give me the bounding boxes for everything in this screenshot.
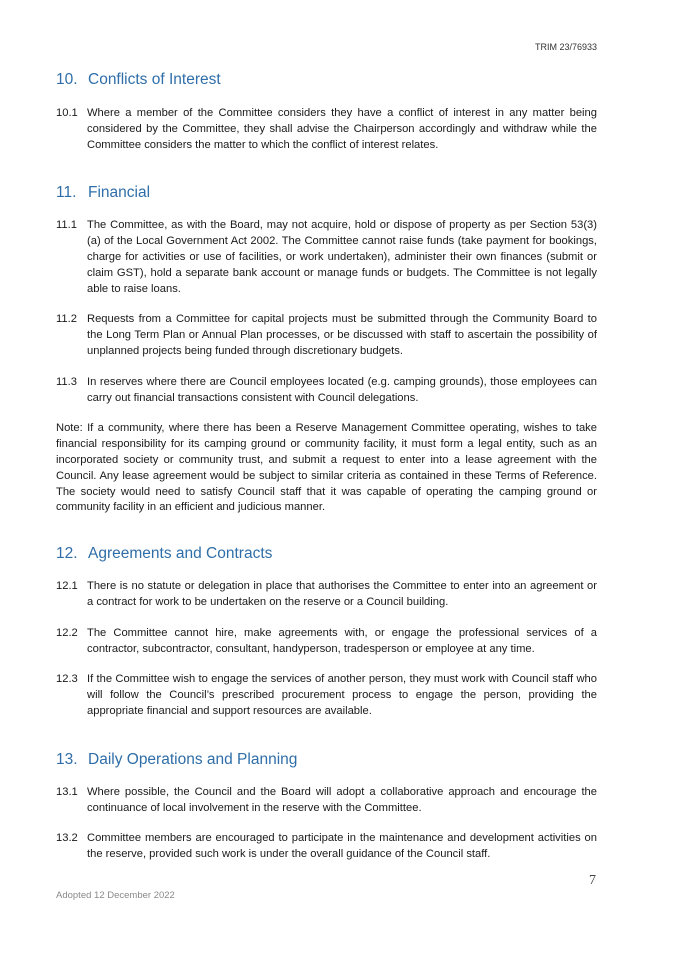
section-heading-12 xyxy=(56,544,597,564)
section-title: Financial xyxy=(88,184,151,202)
clause-text: Where a member of the Committee considers they have a conflict of interest in any matter being considered by the Committee, they shall advise the Chairperson accordingly and withdraw while the Committee considers the matter to which the conflict of interest relates. xyxy=(87,107,597,151)
clause-text: The Committee, as with the Board, may not acquire, hold or dispose of property as per Section 53(3)(a) of the Local Government Act 2002. The Committee cannot raise funds (take payment for bookings, charge for activities or use of facilities, or work undertaken), administer their own finances (submit or claim GST), hold a separate bank account or manage funds or budgets. The Committee is not legally able to raise loans. xyxy=(87,219,597,295)
clause-11-2 xyxy=(56,312,597,359)
document-body xyxy=(56,70,597,863)
section-heading-11 xyxy=(56,183,597,203)
clause-number: 12.3 xyxy=(56,673,78,686)
clause-number: 12.2 xyxy=(56,626,78,639)
trim-reference: TRIM 23/76933 xyxy=(534,42,597,52)
section-heading-13 xyxy=(56,750,597,770)
clause-text: Where possible, the Council and the Board will adopt a collaborative approach and encourage the continuance of local involvement in the reserve with the Committee. xyxy=(87,785,597,814)
clause-text: Committee members are encouraged to participate in the maintenance and development activities on the reserve, provided such work is under the overall guidance of the Council staff. xyxy=(87,832,597,861)
clause-text: Requests from a Committee for capital projects must be submitted through the Community Board to the Long Term Plan or Annual Plan processes, or be discussed with staff to ascertain the possibility of unplanned projects being funded through discretionary budgets. xyxy=(87,313,597,357)
section-title: Daily Operations and Planning xyxy=(88,750,298,768)
clause-text: In reserves where there are Council employees located (e.g. camping grounds), those employees can carry out financial transactions consistent with Council delegations. xyxy=(87,375,597,404)
adopted-date: Adopted 12 December 2022 xyxy=(56,890,175,901)
clause-text: There is no statute or delegation in place that authorises the Committee to enter into an agreement or a contract for work to be undertaken on the reserve or a Council building. xyxy=(87,580,597,608)
page-number: 7 xyxy=(589,873,596,888)
clause-number: 11.2 xyxy=(56,313,77,326)
clause-number: 13.2 xyxy=(56,832,78,845)
section-number: 10. xyxy=(56,71,78,88)
clause-11-3 xyxy=(56,375,597,407)
clause-12-3 xyxy=(56,672,597,719)
section-number: 13. xyxy=(56,750,78,768)
clause-12-2 xyxy=(56,626,597,658)
clause-number: 10.1 xyxy=(56,107,78,119)
section-title: Agreements and Contracts xyxy=(88,545,273,563)
clause-number: 11.3 xyxy=(56,375,77,388)
clause-13-1 xyxy=(56,785,597,817)
clause-11-1 xyxy=(56,218,597,297)
clause-text: The Committee cannot hire, make agreements with, or engage the professional services of a contractor, subcontractor, consultant, handyperson, tradesperson or employee at any time. xyxy=(87,626,597,655)
section-heading-10 xyxy=(56,70,597,90)
clause-13-2 xyxy=(56,831,597,863)
clause-number: 11.1 xyxy=(56,219,77,232)
clause-number: 12.1 xyxy=(56,580,78,593)
section-number: 12. xyxy=(56,545,78,563)
section-title: Conflicts of Interest xyxy=(88,71,221,88)
clause-text: If the Committee wish to engage the services of another person, they must work with Council staff who will follow the Council’s prescribed procurement process to engage the person, providing the appropriate financial and support resources are available. xyxy=(87,673,597,717)
clause-number: 13.1 xyxy=(56,785,78,798)
financial-note: Note: If a community, where there has been a Reserve Management Committee operating, wishes to take financial responsibility for its camping ground or community facility, it must form a legal entity, such as an incorporated society or community trust, and submit a request to enter into a lease agreement with the Council. Any lease agreement would be subject to similar criteria as contained in these Terms of Reference. The society would need to satisfy Council staff that it was capable of operating the camping ground or community facility in an efficient and judicious manner. xyxy=(56,422,597,514)
clause-12-1 xyxy=(56,579,597,611)
section-number: 11. xyxy=(56,184,77,202)
clause-10-1 xyxy=(56,106,597,153)
